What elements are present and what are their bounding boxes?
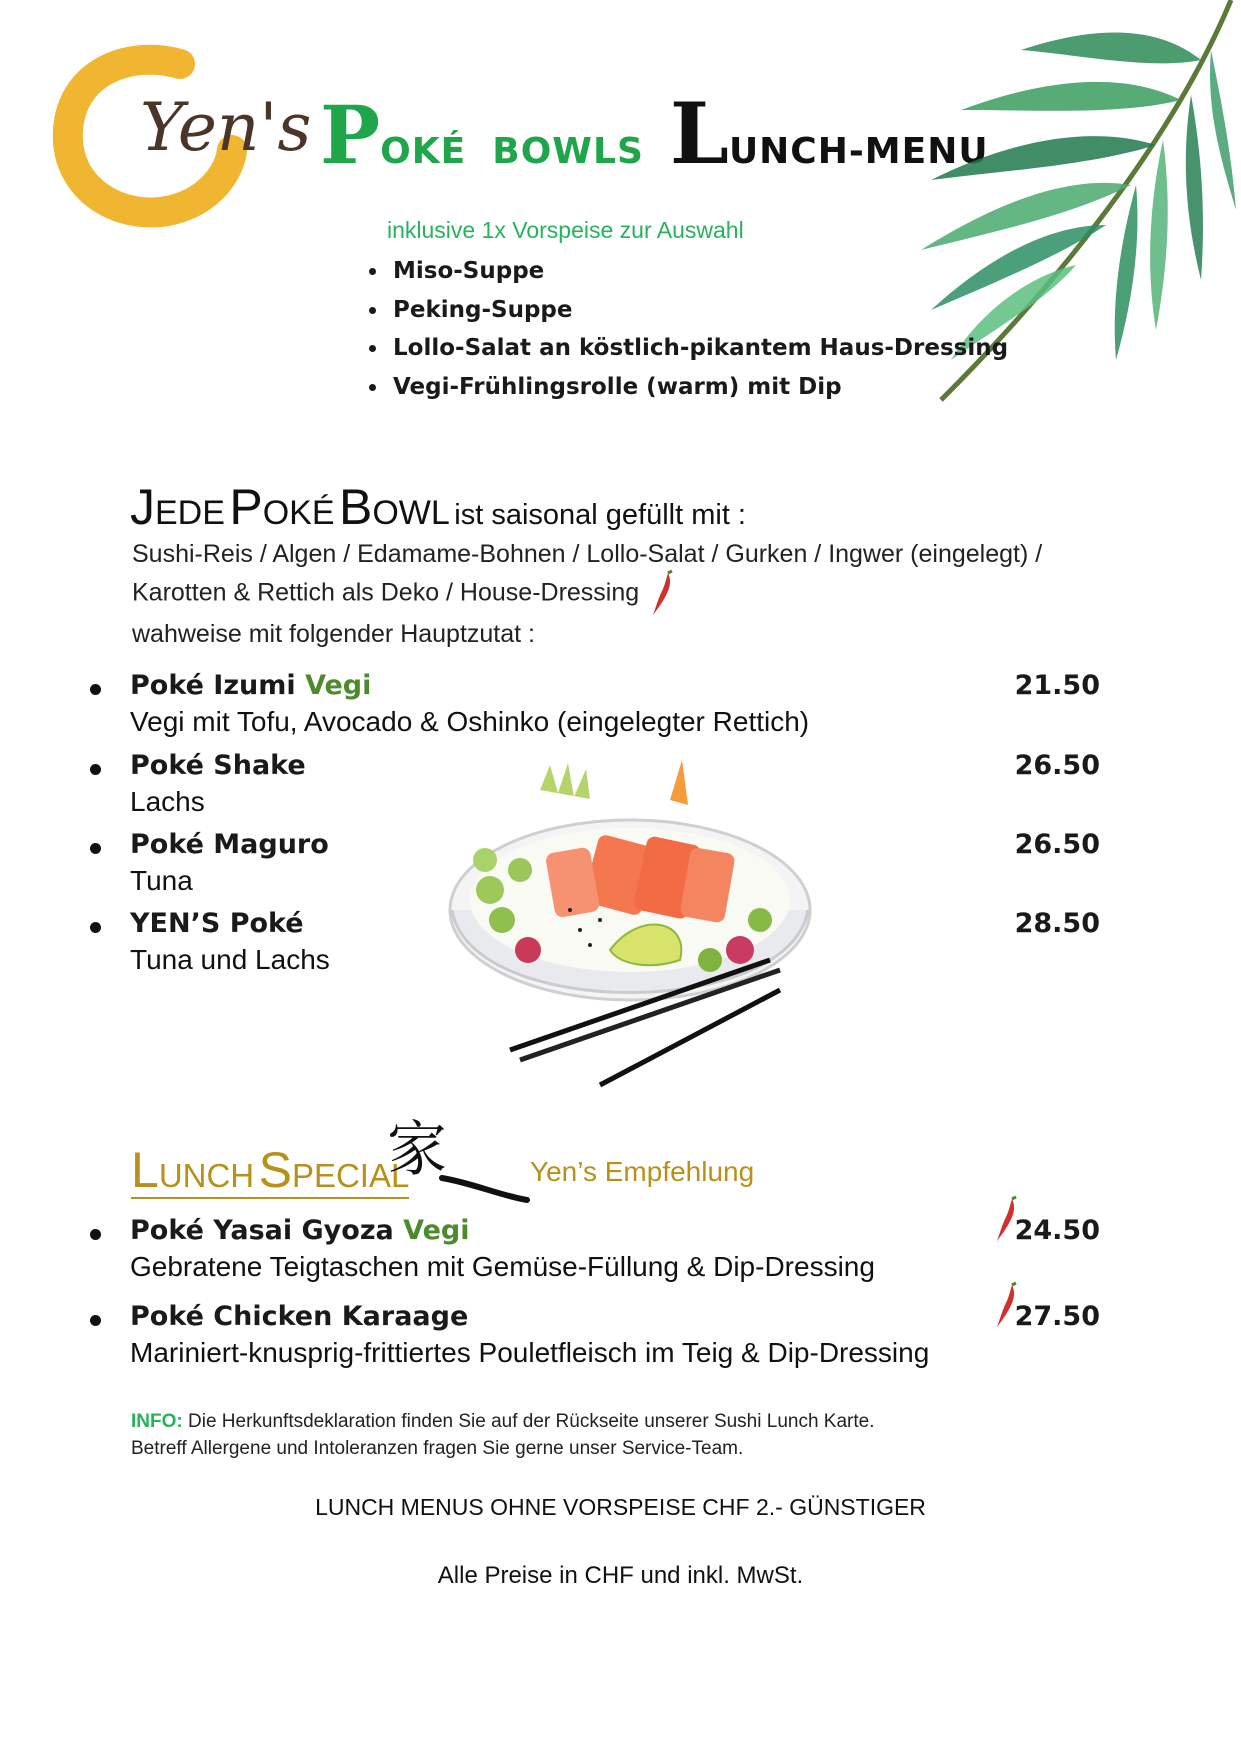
list-item: • Lollo-Salat an köstlich-pikantem Haus-Dressing	[389, 329, 1008, 368]
chili-icon	[650, 571, 676, 617]
item-description: Tuna und Lachs	[130, 944, 330, 975]
item-name: Poké Izumi Vegi	[130, 670, 372, 701]
bullet-icon	[90, 764, 101, 775]
footer-note: Alle Preise in CHF und inkl. MwSt.	[437, 1562, 804, 1589]
info-note: INFO: Die Herkunftsdeklaration finden Sie auf der Rückseite unserer Sushi Lunch Karte. Betreff Allergene und Intoleranzen fragen Sie gerne unser Service-Team.	[131, 1411, 875, 1459]
item-price: 28.50	[1014, 908, 1100, 939]
bullet-icon	[90, 684, 101, 695]
menu-title: POKÉ BOWLS LUNCH-MENU	[320, 84, 989, 183]
item-price: 26.50	[1014, 829, 1100, 860]
item-description: Vegi mit Tofu, Avocado & Oshinko (eingelegter Rettich)	[130, 706, 810, 737]
item-description: Tuna	[130, 865, 193, 896]
list-item: • Peking-Suppe	[389, 291, 1008, 330]
kanji-brush-icon	[382, 1108, 532, 1208]
main-ingredient-note: wahweise mit folgender Hauptzutat :	[132, 620, 535, 648]
item-price: 24.50	[1014, 1215, 1100, 1246]
bowl-intro-heading: JEDE POKÉ BOWL ist saisonal gefüllt mit :	[130, 479, 746, 535]
item-name: YEN’S Poké	[130, 908, 304, 939]
svg-text:Yen's: Yen's	[140, 89, 312, 166]
item-name: Poké Shake	[130, 750, 306, 781]
item-price: 27.50	[1014, 1301, 1100, 1332]
item-name: Poké Chicken Karaage	[130, 1301, 469, 1332]
starter-list	[355, 252, 1008, 406]
starter-intro: inklusive 1x Vorspeise zur Auswahl	[387, 217, 744, 243]
item-name: Poké Maguro	[130, 829, 329, 860]
bullet-icon	[90, 1229, 101, 1240]
item-price: 26.50	[1014, 750, 1100, 781]
bullet-icon	[90, 1315, 101, 1326]
bullet-icon	[90, 843, 101, 854]
discount-note: LUNCH MENUS OHNE VORSPEISE CHF 2.- GÜNSTIGER	[315, 1494, 926, 1520]
item-price: 21.50	[1014, 670, 1100, 701]
item-description: Gebratene Teigtaschen mit Gemüse-Füllung & Dip-Dressing	[130, 1251, 875, 1282]
item-description: Lachs	[130, 786, 205, 817]
lunch-special-heading: LUNCH SPECIAL	[131, 1142, 410, 1198]
bullet-icon	[90, 922, 101, 933]
item-name: Poké Yasai Gyoza Vegi	[130, 1215, 470, 1246]
recommendation-label: Yen’s Empfehlung	[530, 1156, 755, 1187]
item-description: Mariniert-knusprig-frittiertes Pouletfleisch im Teig & Dip-Dressing	[130, 1337, 930, 1368]
ingredient-line: Sushi-Reis / Algen / Edamame-Bohnen / Lollo-Salat / Gurken / Ingwer (eingelegt) /	[132, 540, 1043, 568]
yens-logo	[62, 50, 312, 220]
poke-bowl-illustration	[440, 760, 820, 1100]
list-item: • Miso-Suppe	[389, 252, 1008, 291]
list-item: • Vegi-Frühlingsrolle (warm) mit Dip	[389, 368, 1008, 407]
svg-text:家: 家	[387, 1115, 447, 1185]
ingredient-line: Karotten & Rettich als Deko / House-Dressing	[132, 571, 676, 617]
